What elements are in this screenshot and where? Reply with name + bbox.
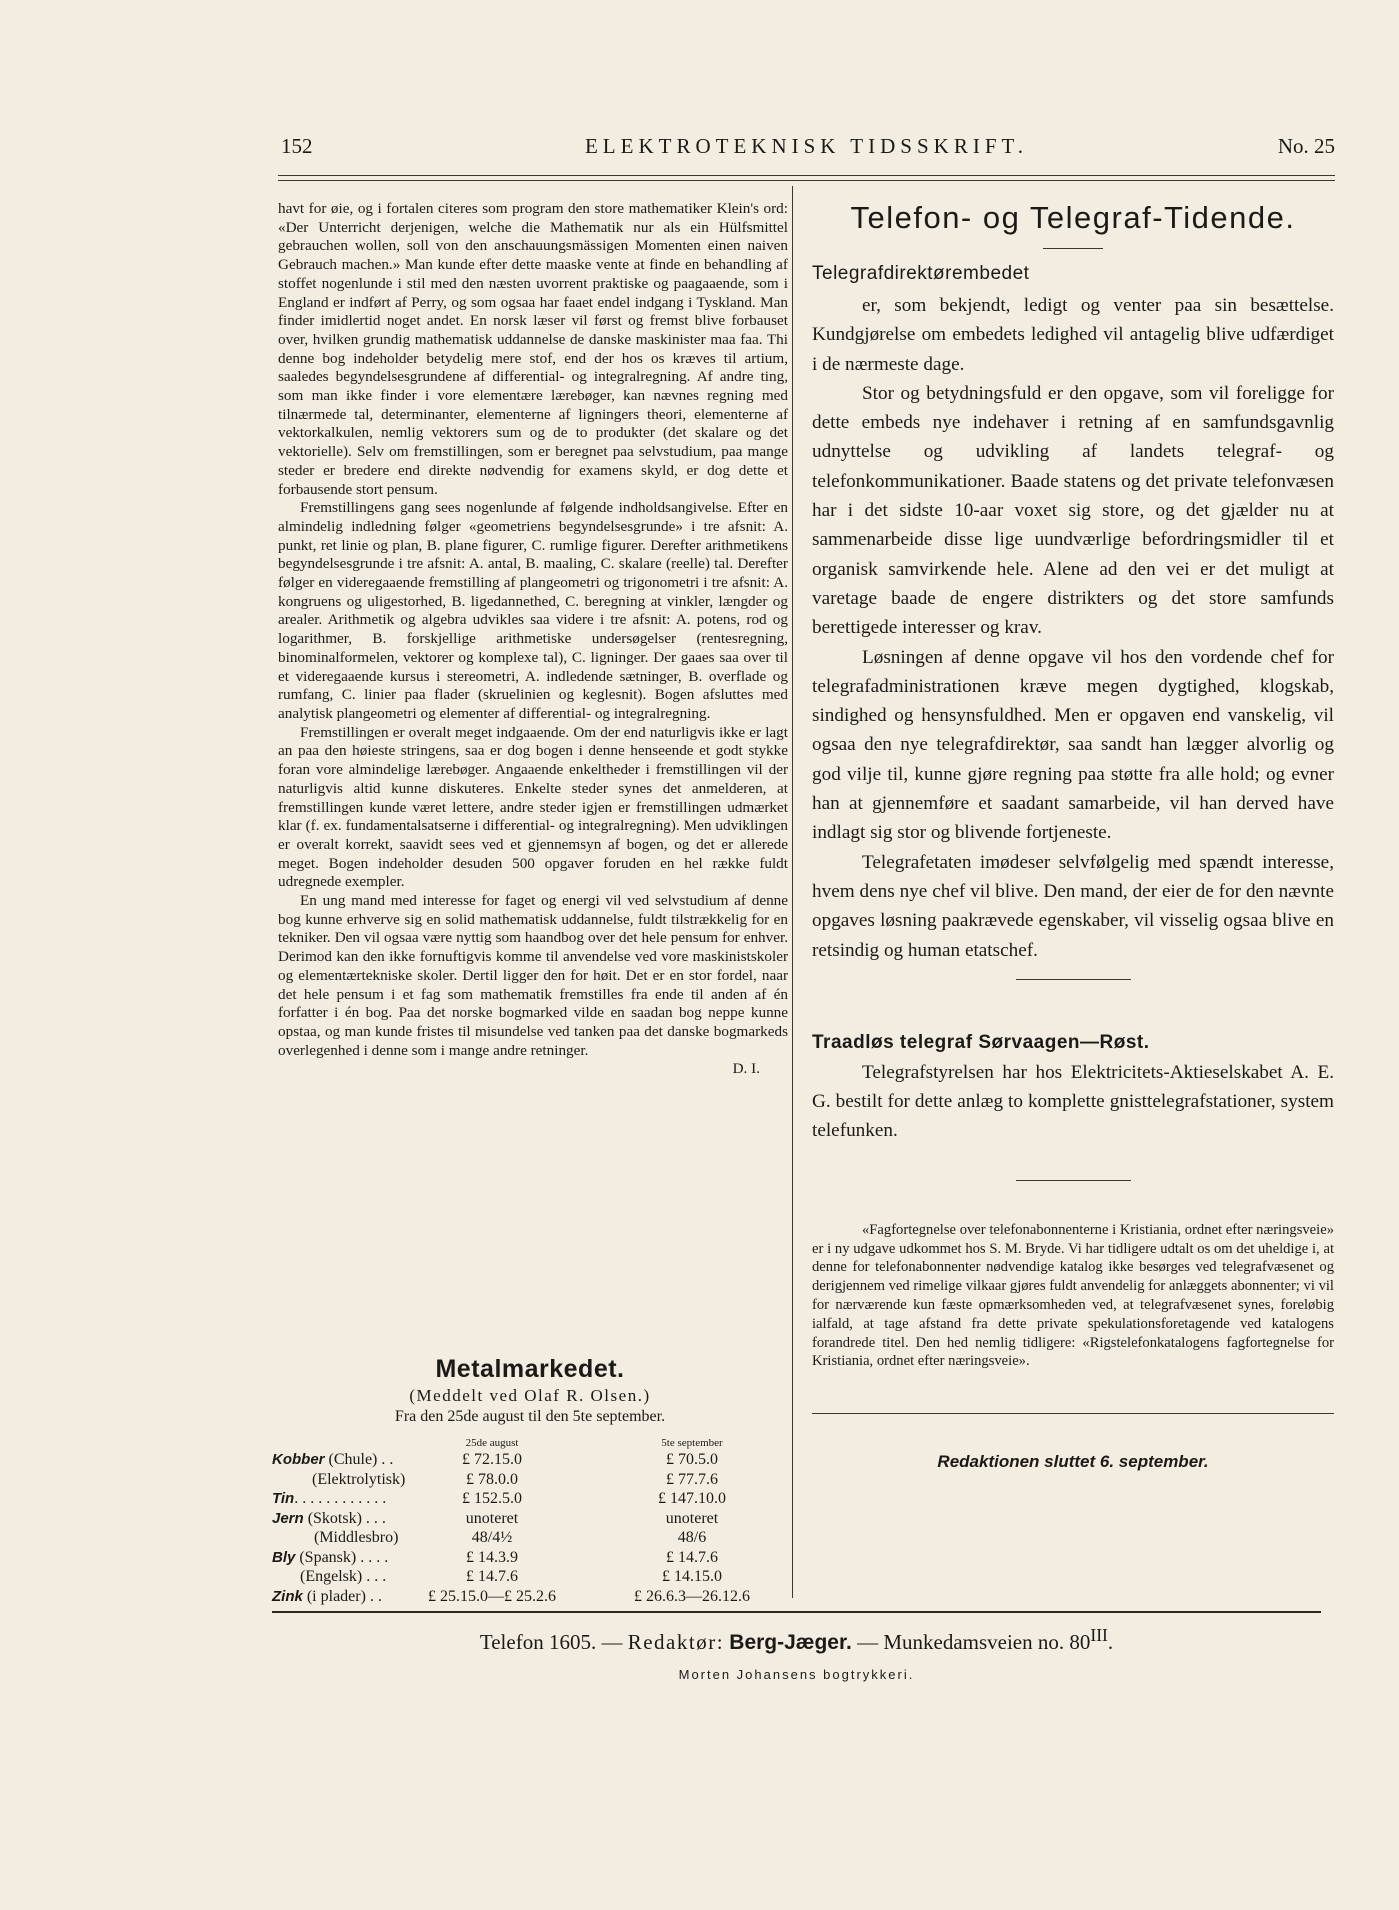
price-august: unoteret (465, 1509, 519, 1527)
article-paragraph: Stor og betydningsfuld er den opgave, som vil foreligge for dette embeds nye indehaver i retning af en samfundsgavnlig udnyttelse og udvikling af landets telegraf- og telefonkommunikationer. Baade statens og det private telefonvæsen har i det sidste 10-aar voxet sig store, og det gjælder nu at sammenarbeide disse lige uundværlige befordringsmidler til et organisk samvirkende hele. Alene ad den vei er det muligt at varetage baade de engere distrikters og det store samfunds berettigede interesser og krav. (812, 382, 1334, 639)
printer-credit: Morten Johansens bogtrykkeri. (678, 1667, 915, 1682)
metal-name: Zink (272, 1587, 303, 1605)
footer-dash: — (857, 1630, 879, 1654)
price-august: 48/4½ (471, 1529, 513, 1546)
price-september: 48/6 (677, 1529, 707, 1546)
table-row (272, 1567, 788, 1587)
table-row (272, 1528, 788, 1548)
article-paragraph: Løsningen af denne opgave vil hos den vordende chef for telegrafadministrationen kræve megen dygtighed, klogskab, sindighed og hensynsfuldhed. Men er opgaven end vanskelig, vil ogsaa den nye telegrafdirektør, saa sandt han lægger alvorlig og god vilje til, kunne gjøre regning paa støtte fra alle hold; og evner han at gjennemføre et saadant samarbeide, vil han derved have indlagt sig stor og blivende fortjeneste. (812, 646, 1334, 844)
metal-qualifier: (Elektrolytisk) (312, 1470, 406, 1488)
price-september: £ 147.10.0 (658, 1490, 726, 1507)
price-august: £ 72.15.0 (462, 1451, 522, 1468)
price-september: £ 14.7.6 (666, 1548, 718, 1566)
article-paragraph: «Fagfortegnelse over telefonabonnenterne i Kristiania, ordnet efter næringsveie» er i ny udgave udkommet hos S. M. Bryde. Vi har tidligere udtalt os om det uheldige i, at denne for telefonabonnenter nødvendige katalog ikke besørges ved telegrafvæsenet og derigjennem ved rimelige vilkaar gjøres fuldt anvendelig for anlæggets abonnenter; vi vil for nærværende kun fæste opmærksomheden ved, at telegrafvæsenet synes, foreløbig ialfald, at tage afstand fra dette private spekulationsforetagende ved katalogens forandrede titel. Den hed nemlig tidligere: «Rigstelefonkatalogens fagfortegnelse for Kristiania, ordnet efter næringsveie». (812, 1221, 1334, 1370)
column-header-august: 25de august (465, 1437, 519, 1449)
header-rule-double (278, 180, 1335, 181)
price-september: unoteret (665, 1509, 719, 1527)
metal-name: Bly (272, 1548, 296, 1566)
column-header-september: 5te september (661, 1437, 723, 1449)
table-row (272, 1587, 788, 1607)
page-header (278, 134, 1335, 164)
metal-name: Kobber (272, 1451, 325, 1468)
article-heading: Traadløs telegraf Sørvaagen—Røst. (812, 1031, 1150, 1053)
footer-address: Munkedamsveien no. $80^{III}$. (883, 1625, 1114, 1654)
metal-market-section (272, 1355, 788, 1606)
footer-rule (272, 1611, 1321, 1613)
review-paragraph-1: havt for øie, og i fortalen citeres som program den store mathematiker Klein's ord: «Der Unterricht derjenigen, welche die Mathematik nur als ein Hülfsmittel gebrauchen wollen, soll von den anschauungsmässigen Momenten einen naiven Gebrauch machen.» Man kunde efter dette maaske vente at finde en behandling af stoffet nogenlunde i stil med den næsten uvorrent praktiske og paagaaende, som i England er indført af Perry, og som ogsaa har faaet endel indgang i Tyskland. Man finder imidlertid noget andet. En norsk læser vil først og fremst blive forbauset over, hvilken grundig mathematisk uddannelse de danske maskinister maa faa. Thi denne bog indeholder betydelig mere stof, end der hos os kræves til artium, saaledes begyndelsesgrundene af differential- og integralregning. Af andre ting, som man ikke finder i vore elementære lærebøger, kan nævnes regning med tilnærmede tal, determinanter, elementerne af ligningers theori, elementerne af vektorkalkulen, nemlig vektorers sum og de to produkter (det skalare og det vektorielle). Selv om fremstillingen, som er beregnet paa selvstudium, paa mange steder er bredere end direkte nødvendig for examens skyld, er dog dette et forbausende stort pensum. (278, 200, 788, 498)
price-august: £ 152.5.0 (462, 1490, 522, 1507)
article-paragraph: Telegrafetaten imødeser selvfølgelig med spændt interesse, hvem dens nye chef vil blive. Den mand, der eier de for den nævnte opgaves løsning paakrævede egenskaber, vil visselig ogsaa blive en retsindig og human etatschef. (812, 851, 1334, 961)
metal-qualifier: (Spansk) . . . . (299, 1548, 389, 1566)
price-september: £ 14.15.0 (662, 1568, 722, 1585)
table-row (272, 1450, 788, 1470)
article-heading: Telegrafdirektørembedet (812, 263, 1030, 284)
metal-qualifier: (Engelsk) . . . (300, 1568, 387, 1585)
metal-market-period: Fra den 25de august til den 5te september. (394, 1408, 666, 1425)
review-paragraph-3: Fremstillingen er overalt meget indgaaende. Om der end naturligvis ikke er lagt an paa den høieste stringens, saa er dog bogen i denne henseende et godt stykke foran vore almindelige lærebøger. Angaaende enkeltheder i fremstillingen vil der naturligvis altid kunne diskuteres. Enkelte steder synes det anmelderen, at fremstillingen kunde været lettere, andre steder igjen er fremstillingen udmærket klar (f. ex. fundamentalsatserne i differential- og integralregning). Men udviklingen er overalt korrekt, saavidt sees ved et gjennemsyn af bogen, og det er allerede meget. Bogen indeholder desuden 500 opgaver foruden en hel række fuldt udregnede exempler. (278, 723, 788, 891)
article-separator (1016, 979, 1131, 980)
article-paragraph: er, som bekjendt, ledigt og venter paa sin besættelse. Kundgjørelse om embedets ledighed vil antagelig blive udfærdiget i de nærmeste dage. (812, 295, 1334, 375)
page-number: 152 (281, 134, 313, 158)
metal-qualifier: (i plader) . . (306, 1587, 382, 1605)
metal-qualifier: (Chule) . . (328, 1451, 394, 1468)
review-signature: D. I. (732, 1060, 760, 1078)
metal-name: Tin (272, 1490, 295, 1507)
section-title: Telefon- og Telegraf-Tidende. (850, 200, 1296, 235)
metal-market-credit: (Meddelt ved Olaf R. Olsen.) (409, 1386, 651, 1405)
table-row (272, 1548, 788, 1568)
review-paragraph-4: En ung mand med interesse for faget og energi vil ved selvstudium af denne bog kunne erhverve sig en solid mathematisk uddannelse, fuldt tilstrækkelig for en tekniker. Den vil ogsaa være nyttig som haandbog over det hele pensum for enhver. Derimod kan den ikke fornuftigvis komme til anvendelse ved vore maskinistskoler og elementærtekniske skoler. Dertil ligger den for høit. Det er en stor fordel, naar det hele pensum i et fag som mathematik fremstilles fra ende til anden af én forfatter i én bog. Paa det norske bogmarked vilde en saadan bog neppe kunne opstaa, og man kunde fristes til misundelse ved tanken paa det danske bogmarkeds overlegenhed i denne som i mange andre retninger. (278, 892, 788, 1059)
title-rule (1043, 248, 1103, 249)
price-august: £ 14.3.9 (466, 1548, 518, 1566)
price-september: £ 77.7.6 (666, 1470, 718, 1488)
table-row (272, 1509, 788, 1529)
editorial-closing-note: Redaktionen sluttet 6. september. (937, 1452, 1209, 1472)
article-telegrafdirektor (812, 291, 1334, 965)
metal-qualifier: (Skotsk) . . . (307, 1509, 386, 1527)
price-august: £ 78.0.0 (466, 1470, 518, 1488)
article-separator (1016, 1180, 1131, 1181)
article-traadlos (812, 1058, 1334, 1146)
price-august: £ 14.7.6 (466, 1568, 518, 1585)
footer-telefon: Telefon 1605. (479, 1630, 597, 1654)
column-divider (792, 186, 793, 1598)
metal-market-title: Metalmarkedet. (435, 1355, 625, 1383)
table-row (272, 1489, 788, 1509)
table-row (272, 1470, 788, 1490)
metal-qualifier: . . . . . . . . . . . . (294, 1490, 387, 1507)
price-august: £ 25.15.0—£ 25.2.6 (428, 1587, 556, 1605)
issue-number: No. 25 (1277, 134, 1335, 158)
review-article (278, 200, 788, 1079)
metal-table-header (272, 1434, 788, 1450)
review-paragraph-2: Fremstillingens gang sees nogenlunde af følgende indholdsangivelse. Efter en almindelig indledning følger «geometriens begyndelsesgrunde» i tre afsnit: A. punkt, ret linie og plan, B. plane figurer, C. rumlige figurer. Derefter arithmetikens begyndelsesgrunde i tre afsnit: A. antal, B. maaling, C. skalare (reelle) tal. Derefter følger en videregaaende fremstilling af plangeometri og trigonometri i tre afsnit: A. kongruens og uligestorhed, B. ligedannethed, C. beregning at vinkler, længder og arealer. Arithmetik og algebra udvikles saa videre i tre afsnit: A. potens, rod og logarithmer, B. forskjellige arithmetiske undersøgelser (rentesregning, binominalformelen, vektorer og komplexe tal), C. ligninger. Der gaaes saa over til et videregaaende kursus i stereometri, A. indledende sætninger, B. overflade og rumfang, C. linier paa flader (skruelinien og keglesnit). Bogen afsluttes med analytisk plangeometri og elementer af differential- og integralregning. (278, 499, 788, 722)
telefon-telegraf-section (812, 200, 1334, 1472)
article-fagfortegnelse (812, 1221, 1334, 1371)
header-rule (278, 175, 1335, 176)
metal-qualifier: (Middlesbro) (314, 1529, 399, 1546)
footer-redaktor-name: Berg-Jæger. (729, 1631, 852, 1654)
footer-dash: — (601, 1630, 623, 1654)
article-paragraph: Telegrafstyrelsen har hos Elektricitets-Aktieselskabet A. E. G. bestilt for dette anlæg to komplette gnisttelegrafstationer, system telefunken. (812, 1061, 1334, 1142)
price-september: £ 26.6.3—26.12.6 (634, 1587, 750, 1605)
closing-rule (812, 1413, 1334, 1414)
journal-title: ELEKTROTEKNISK TIDSSKRIFT. (584, 134, 1029, 158)
metal-name: Jern (272, 1509, 304, 1527)
footer-redaktor-label: Redaktør: (627, 1630, 725, 1654)
metal-price-table (272, 1434, 788, 1606)
price-september: £ 70.5.0 (666, 1451, 718, 1468)
footer-contact (272, 1625, 1321, 1655)
